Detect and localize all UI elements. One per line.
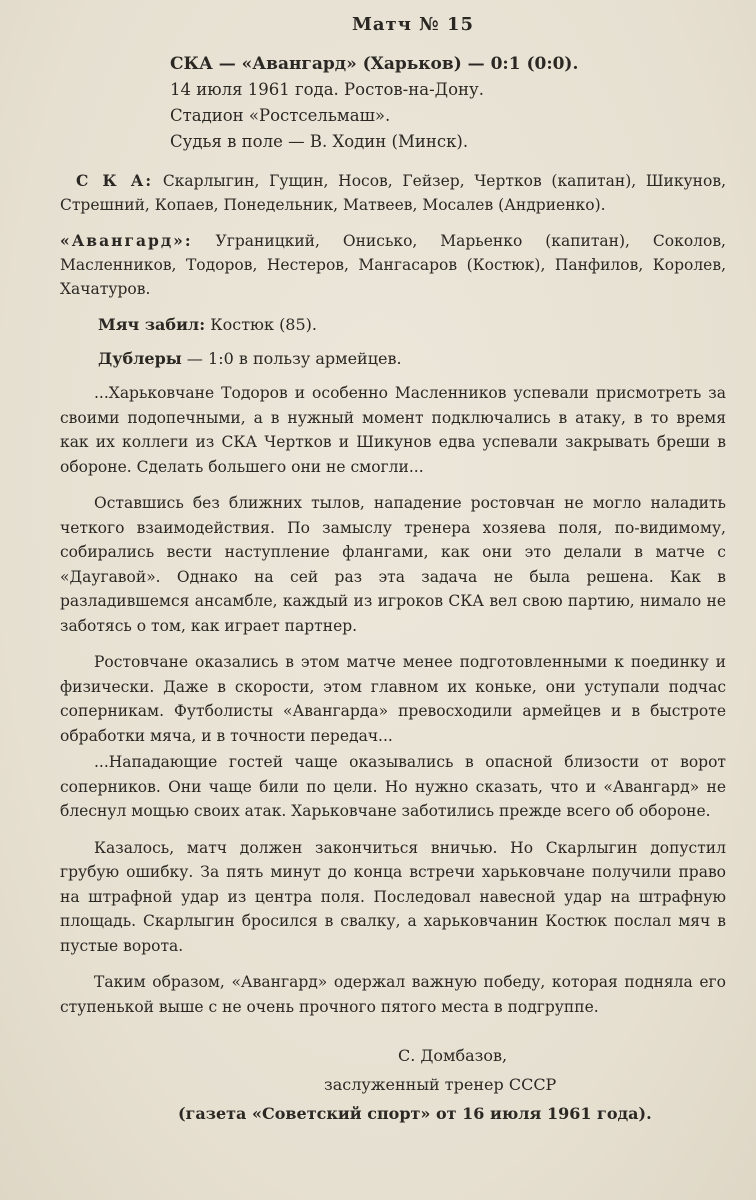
goal-line	[60, 313, 726, 337]
signature-author: С. Домбазов,	[398, 1046, 508, 1065]
match-stadium: Стадион «Ростсельмаш».	[170, 106, 391, 125]
team1-players: Скарлыгин, Гущин, Носов, Гейзер, Чертков (капитан), Шикунов, Стрешний, Копаев, Понедельник, Матвеев, Мосалев (Андриенко).	[60, 172, 726, 214]
team2-name: «Авангард»:	[60, 231, 193, 250]
match-date-place: 14 июля 1961 года. Ростов-на-Дону.	[170, 80, 484, 99]
team2-players: Уграницкий, Онисько, Марьенко (капитан), Соколов, Масленников, Тодоров, Нестеров, Мангасаров (Костюк), Панфилов, Королев, Хачатуров.	[60, 232, 726, 298]
goal-label: Мяч забил:	[98, 315, 206, 334]
paragraph: Ростовчане оказались в этом матче менее подготовленными к поединку и физически. Даже в скорости, этом главном их коньке, они уступали подчас соперникам. Футболисты «Авангарда» превосходили армейцев и в быстроте обработки мяча, и в точности передач...	[60, 653, 726, 745]
match-info	[60, 51, 726, 155]
paragraph: Таким образом, «Авангард» одержал важную победу, которая подняла его ступенькой выше с не очень прочного пятого места в подгруппе.	[60, 973, 726, 1016]
goal-value: Костюк (85).	[210, 315, 317, 334]
match-referee: Судья в поле — В. Ходин (Минск).	[170, 132, 469, 151]
paragraph: Казалось, матч должен закончиться вничью. Но Скарлыгин допустил грубую ошибку. За пять минут до конца встречи харьковчане получили право на штрафной удар из центра поля. Последовал навесной удар на штрафную площадь. Скарлыгин бросился в свалку, а харьковчанин Костюк послал мяч в пустые ворота.	[60, 838, 726, 955]
match-result: СКА — «Авангард» (Харьков) — 0:1 (0:0).	[170, 54, 579, 74]
team1-name: С К А:	[76, 171, 154, 190]
reserves-line	[60, 347, 726, 371]
signature-source: (газета «Советский спорт» от 16 июля 1961 года).	[178, 1104, 652, 1123]
signature-rank: заслуженный тренер СССР	[324, 1075, 557, 1094]
reserves-label: Дублеры	[98, 349, 182, 368]
match-title: Матч № 15	[351, 14, 475, 35]
paragraph: Оставшись без ближних тылов, нападение ростовчан не могло наладить четкого взаимодействия. По замыслу тренера хозяева поля, по-видимому, собирались вести наступление флангами, как они это делали в матче с «Даугавой». Однако на сей раз эта задача не была решена. Как в разладившемся ансамбле, каждый из игроков СКА вел свою партию, нимало не заботясь о том, как играет партнер.	[60, 494, 726, 635]
paragraph: ...Харьковчане Тодоров и особенно Масленников успевали присмотреть за своими подопечными, а в нужный момент подключались в атаку, в то время как их коллеги из СКА Чертков и Шикунов едва успевали закрывать бреши в обороне. Сделать большего они не смогли...	[60, 384, 726, 476]
signature	[60, 1041, 726, 1128]
paragraph: ...Нападающие гостей чаще оказывались в опасной близости от ворот соперников. Они чаще били по цели. Но нужно сказать, что и «Авангард» не блеснул мощью своих атак. Харьковчане заботились прежде всего об обороне.	[60, 753, 726, 820]
reserves-value: — 1:0 в пользу армейцев.	[186, 349, 402, 368]
team1-lineup	[60, 169, 726, 217]
team2-lineup	[60, 229, 726, 301]
